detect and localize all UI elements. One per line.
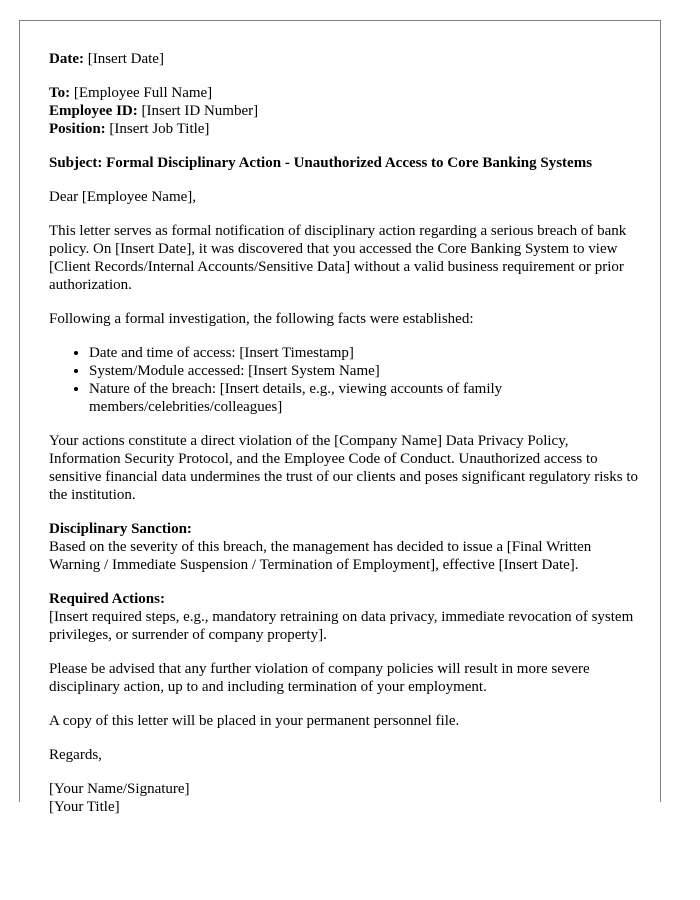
signature-block [49,780,639,816]
employee-id-line [49,102,639,120]
date-label: Date: [49,51,84,67]
file-note-paragraph: A copy of this letter will be placed in your permanent personnel file. [49,713,460,729]
regards-line: Regards, [49,747,102,763]
title-line: [Your Title] [49,799,120,815]
fact-item: • System/Module accessed: [Insert System Name] [89,362,639,380]
facts-intro-paragraph: Following a formal investigation, the following facts were established: [49,311,474,327]
sanction-text: Based on the severity of this breach, the management has decided to issue a [Final Written Warning / Immediate Suspension / Termination of Employment], effective [Insert Date]. [49,539,592,573]
intro-paragraph: This letter serves as formal notification of disciplinary action regarding a serious breach of bank policy. On [Insert Date], it was discovered that you accessed the Core Banking System to view [Client Records/Internal Accounts/Sensitive Data] without a valid business requirement or prior authorization. [49,223,627,293]
fact-item: • Nature of the breach: [Insert details, e.g., viewing accounts of family members/celebrities/colleagues] [89,380,639,416]
facts-list [49,344,639,416]
employee-id-label: Employee ID: [49,103,138,119]
recipient-block [49,84,639,138]
subject-line: Subject: Formal Disciplinary Action - Unauthorized Access to Core Banking Systems [49,155,593,171]
letter-body [49,50,639,832]
salutation: Dear [Employee Name], [49,189,197,205]
date-block [49,50,639,68]
to-value: [Employee Full Name] [70,85,213,101]
required-actions-section [49,590,639,644]
date-line [49,50,639,68]
warning-paragraph: Please be advised that any further violation of company policies will result in more severe disciplinary action, up to and including termination of your employment. [49,661,590,695]
to-label: To: [49,85,71,101]
sanction-section [49,520,639,574]
position-value: [Insert Job Title] [105,121,210,137]
position-line [49,120,639,138]
required-actions-heading: Required Actions: [49,591,165,607]
signature-line: [Your Name/Signature] [49,781,190,797]
fact-item: • Date and time of access: [Insert Timestamp] [89,344,639,362]
date-value: [Insert Date] [83,51,164,67]
employee-id-value: [Insert ID Number] [137,103,259,119]
sanction-heading: Disciplinary Sanction: [49,521,192,537]
required-actions-text: [Insert required steps, e.g., mandatory retraining on data privacy, immediate revocation of system privileges, or surrender of company property]. [49,609,634,643]
violation-paragraph: Your actions constitute a direct violation of the [Company Name] Data Privacy Policy, Information Security Protocol, and the Employee Code of Conduct. Unauthorized access to sensitive financial data undermines the trust of our clients and poses significant regulatory risks to the institution. [49,433,639,503]
position-label: Position: [49,121,106,137]
to-line [49,84,639,102]
letter-page [19,20,661,815]
